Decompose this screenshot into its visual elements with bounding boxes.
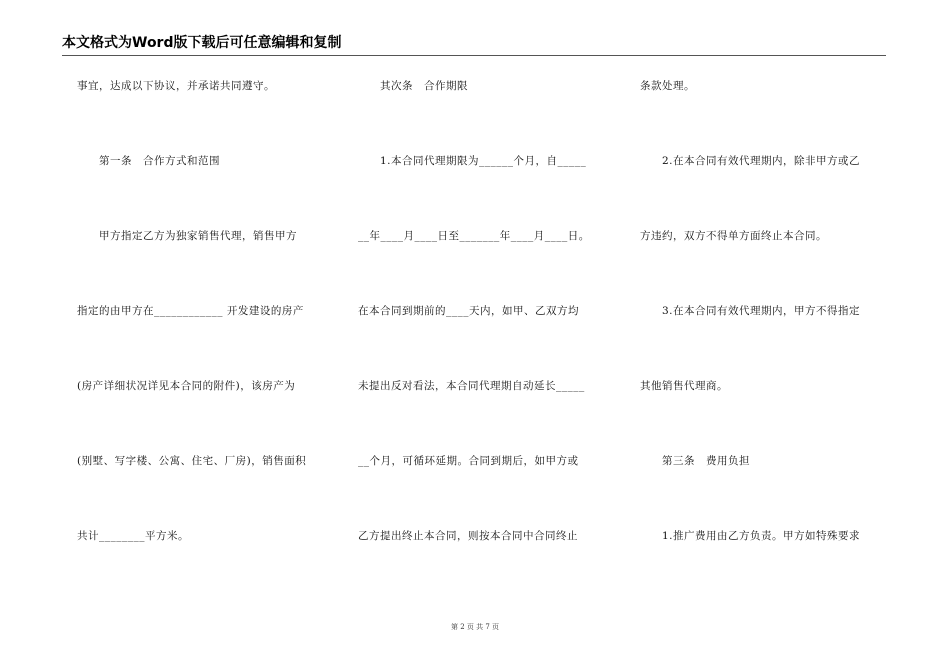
text-line: 乙方提出终止本合同，则按本合同中合同终止 xyxy=(358,530,578,542)
text-line: 指定的由甲方在____________ 开发建设的房产 xyxy=(77,305,304,317)
text-line: 2.在本合同有效代理期内，除非甲方或乙 xyxy=(640,155,861,167)
text-line: 1.本合同代理期限为______个月，自_____ xyxy=(358,155,587,167)
page-number-footer: 第 2 页 共 7 页 xyxy=(450,623,500,631)
text-line: __个月，可循环延期。合同到期后，如甲方或 xyxy=(358,455,579,467)
text-line: 共计________平方米。 xyxy=(77,530,189,542)
text-line: 方违约，双方不得单方面终止本合同。 xyxy=(640,230,827,242)
text-line: 1.推广费用由乙方负责。甲方如特殊要求 xyxy=(640,530,861,542)
text-line: (别墅、写字楼、公寓、住宅、厂房)，销售面积 xyxy=(77,455,307,467)
text-line: 其他销售代理商。 xyxy=(640,380,728,392)
text-line: 甲方指定乙方为独家销售代理，销售甲方 xyxy=(77,230,297,242)
text-line: 条款处理。 xyxy=(640,80,695,92)
text-line: (房产详细状况详见本合同的附件)，该房产为 xyxy=(77,380,296,392)
section-heading: 第三条 费用负担 xyxy=(640,455,750,467)
section-heading: 其次条 合作期限 xyxy=(358,80,468,92)
section-heading: 第一条 合作方式和范围 xyxy=(77,155,220,167)
text-line: 在本合同到期前的____天内，如甲、乙双方均 xyxy=(358,305,579,317)
text-line: 事宜，达成以下协议，并承诺共同遵守。 xyxy=(77,80,275,92)
document-header-title: 本文格式为Word版下载后可任意编辑和复制 xyxy=(62,34,886,56)
text-line: __年____月____日至_______年____月____日。 xyxy=(358,230,590,242)
text-line: 3.在本合同有效代理期内，甲方不得指定 xyxy=(640,305,861,317)
text-line: 未提出反对看法，本合同代理期自动延长_____ xyxy=(358,380,585,392)
